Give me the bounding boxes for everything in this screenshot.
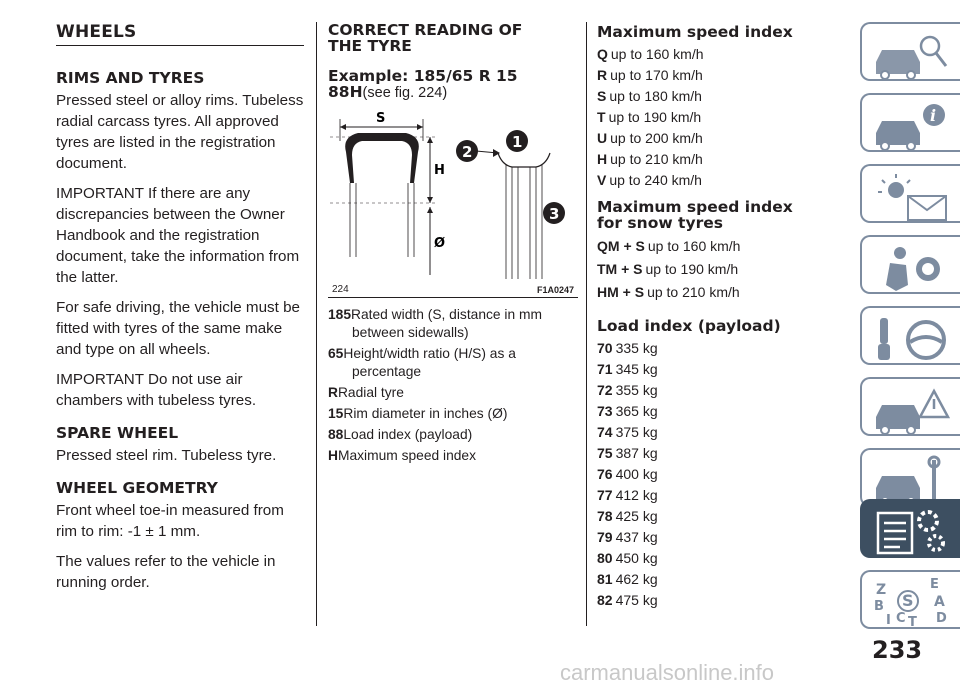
label-s: S [376, 111, 386, 126]
alphabetical-index-icon [870, 576, 954, 630]
legend-text: Maximum speed index [337, 448, 476, 463]
chapter-tab[interactable] [860, 377, 960, 436]
load-index-row-value: 365 kg [615, 403, 658, 419]
snow-speed-index-list [597, 235, 847, 304]
snow-index-row-key: HM + S [597, 284, 645, 300]
page-number: 233 [872, 636, 923, 664]
snow-index-row-value: up to 210 km/h [647, 284, 740, 300]
legend-item [328, 426, 578, 444]
svg-text:S: S [902, 591, 914, 610]
svg-text:C: C [896, 611, 906, 626]
chapter-tab[interactable] [860, 306, 960, 365]
speed-index-row [597, 65, 847, 86]
heading-line: CORRECT READING OF [328, 21, 523, 39]
speed-index-row-key: S [597, 88, 607, 104]
legend-item [328, 306, 578, 342]
chapter-tab[interactable] [860, 164, 960, 223]
load-index-row-key: 72 [597, 382, 613, 398]
airbag-person-icon [870, 241, 954, 295]
load-index-row [597, 359, 847, 380]
svg-text:A: A [934, 594, 945, 610]
speed-index-row-key: U [597, 130, 608, 146]
load-index-row [597, 527, 847, 548]
car-emergency-icon [870, 383, 954, 437]
load-index-row-value: 335 kg [615, 340, 658, 356]
load-index-row [597, 506, 847, 527]
heading-load-index: Load index (payload) [597, 317, 781, 335]
load-index-row-value: 475 kg [615, 592, 658, 608]
label-diameter: Ø [434, 236, 446, 251]
speed-index-row-key: H [597, 151, 608, 167]
section-title-wheels: WHEELS [56, 22, 304, 46]
legend-key: H [328, 448, 338, 463]
snow-index-row [597, 281, 847, 304]
column-divider [316, 22, 317, 626]
load-index-row [597, 338, 847, 359]
speed-index-row-value: up to 240 km/h [609, 172, 702, 188]
heading-correct-reading [328, 22, 578, 54]
svg-text:T: T [908, 615, 917, 630]
load-index-row-value: 400 kg [615, 466, 658, 482]
callout-3: 3 [549, 205, 560, 223]
rims-paragraph-4: IMPORTANT Do not use air chambers with tubeless tyres. [56, 371, 257, 409]
legend-item [328, 384, 578, 402]
legend-item [328, 405, 578, 423]
key-steering-wheel-icon [870, 312, 954, 366]
example-heading [328, 68, 578, 101]
load-index-row-value: 437 kg [615, 529, 658, 545]
tyre-legend [328, 306, 578, 465]
svg-text:i: i [930, 106, 937, 125]
speed-index-row [597, 44, 847, 65]
load-index-row-value: 412 kg [615, 487, 658, 503]
speed-index-row [597, 107, 847, 128]
label-h: H [434, 163, 445, 178]
speed-index-row [597, 128, 847, 149]
load-index-row-key: 82 [597, 592, 613, 608]
callout-2: 2 [462, 143, 473, 161]
load-index-row-value: 462 kg [615, 571, 658, 587]
column-indexes [597, 18, 847, 611]
spare-wheel-paragraph: Pressed steel rim. Tubeless tyre. [56, 447, 277, 464]
legend-text: Rated width (S, distance in mm between sidewalls) [351, 307, 542, 340]
svg-text:E: E [930, 577, 939, 592]
snow-index-row-value: up to 160 km/h [647, 238, 741, 254]
legend-text: Load index (payload) [343, 427, 473, 442]
car-search-icon [870, 28, 954, 82]
load-index-row-key: 75 [597, 445, 613, 461]
load-index-row-key: 81 [597, 571, 613, 587]
heading-line: Maximum speed index [597, 198, 793, 216]
legend-item [328, 345, 578, 381]
load-index-row [597, 422, 847, 443]
speed-index-list [597, 44, 847, 191]
heading-max-speed-index: Maximum speed index [597, 23, 793, 41]
load-index-row-key: 76 [597, 466, 613, 482]
load-index-row [597, 548, 847, 569]
speed-index-row-key: V [597, 172, 607, 188]
snow-index-row-key: QM + S [597, 238, 645, 254]
svg-text:D: D [936, 611, 947, 626]
chapter-tab[interactable] [860, 570, 960, 629]
car-info-icon [870, 99, 954, 153]
tyre-diagram [328, 107, 578, 283]
figure-number: 224 [332, 284, 349, 295]
column-tyre-reading [328, 18, 578, 468]
legend-text: Height/width ratio (H/S) as a percentage [343, 346, 516, 379]
chapter-tab[interactable] [860, 235, 960, 294]
load-index-row-value: 387 kg [615, 445, 658, 461]
load-index-row [597, 485, 847, 506]
load-index-row-key: 70 [597, 340, 613, 356]
callout-1: 1 [512, 133, 523, 151]
load-index-list [597, 338, 847, 611]
speed-index-row-key: Q [597, 46, 608, 62]
column-divider [586, 22, 587, 626]
example-line: 88H [328, 83, 363, 101]
column-wheels [56, 18, 304, 602]
legend-key: 185 [328, 307, 352, 322]
technical-data-icon [870, 505, 954, 559]
load-index-row [597, 590, 847, 611]
snow-index-row-value: up to 190 km/h [645, 261, 739, 277]
geometry-paragraph-2: The values refer to the vehicle in running order. [56, 553, 276, 591]
load-index-row-key: 71 [597, 361, 613, 377]
speed-index-row-value: up to 190 km/h [608, 109, 702, 125]
heading-rims-and-tyres: RIMS AND TYRES [56, 69, 205, 87]
legend-key: R [328, 385, 338, 400]
tyre-figure [328, 107, 578, 298]
watermark: carmanualsonline.info [560, 660, 775, 685]
legend-key: 88 [328, 427, 344, 442]
chapter-tab[interactable] [860, 499, 960, 558]
snow-index-row [597, 258, 847, 281]
load-index-row-key: 77 [597, 487, 613, 503]
svg-text:B: B [874, 599, 884, 614]
load-index-row-key: 74 [597, 424, 613, 440]
rims-paragraph-3: For safe driving, the vehicle must be fitted with tyres of the same make and type on all wheels. [56, 299, 300, 358]
heading-snow-speed-index [597, 199, 847, 231]
legend-text: Rim diameter in inches (Ø) [343, 406, 508, 421]
speed-index-row-key: T [597, 109, 606, 125]
speed-index-row-value: up to 180 km/h [609, 88, 702, 104]
example-line: Example: 185/65 R 15 [328, 67, 518, 85]
load-index-row [597, 569, 847, 590]
svg-text:Z: Z [876, 582, 887, 598]
speed-index-row [597, 86, 847, 107]
speed-index-row-key: R [597, 67, 608, 83]
chapter-tab[interactable] [860, 22, 960, 81]
legend-key: 65 [328, 346, 344, 361]
rims-paragraph-2: IMPORTANT If there are any discrepancies between the Owner Handbook and the registration document, take the information from the latter. [56, 185, 300, 286]
heading-spare-wheel: SPARE WHEEL [56, 424, 179, 442]
load-index-row [597, 380, 847, 401]
speed-index-row [597, 170, 847, 191]
rims-paragraph-1: Pressed steel or alloy rims. Tubeless radial carcass tyres. All approved tyres are listed in the registration document. [56, 92, 304, 172]
load-index-row-key: 79 [597, 529, 613, 545]
warning-lights-icon [870, 170, 954, 224]
load-index-row [597, 401, 847, 422]
load-index-row-value: 375 kg [615, 424, 658, 440]
figure-reference: (see fig. 224) [362, 85, 448, 101]
speed-index-row-value: up to 200 km/h [610, 130, 703, 146]
load-index-row-value: 345 kg [615, 361, 658, 377]
heading-line: THE TYRE [328, 37, 412, 55]
load-index-row-key: 73 [597, 403, 613, 419]
load-index-row [597, 443, 847, 464]
snow-index-row-key: TM + S [597, 261, 643, 277]
speed-index-row [597, 149, 847, 170]
chapter-tab[interactable] [860, 93, 960, 152]
legend-text: Radial tyre [337, 385, 404, 400]
speed-index-row-value: up to 210 km/h [610, 151, 703, 167]
legend-key: 15 [328, 406, 344, 421]
load-index-row-value: 355 kg [615, 382, 658, 398]
snow-index-row [597, 235, 847, 258]
geometry-paragraph-1: Front wheel toe-in measured from rim to rim: -1 ± 1 mm. [56, 502, 284, 540]
load-index-row-key: 80 [597, 550, 613, 566]
legend-item [328, 447, 578, 465]
speed-index-row-value: up to 160 km/h [610, 46, 704, 62]
load-index-row-key: 78 [597, 508, 613, 524]
svg-text:I: I [886, 613, 891, 628]
load-index-row-value: 450 kg [615, 550, 658, 566]
figure-code: F1A0247 [536, 285, 574, 295]
speed-index-row-value: up to 170 km/h [610, 67, 703, 83]
load-index-row [597, 464, 847, 485]
load-index-row-value: 425 kg [615, 508, 658, 524]
heading-wheel-geometry: WHEEL GEOMETRY [56, 479, 218, 497]
heading-line: for snow tyres [597, 214, 723, 232]
